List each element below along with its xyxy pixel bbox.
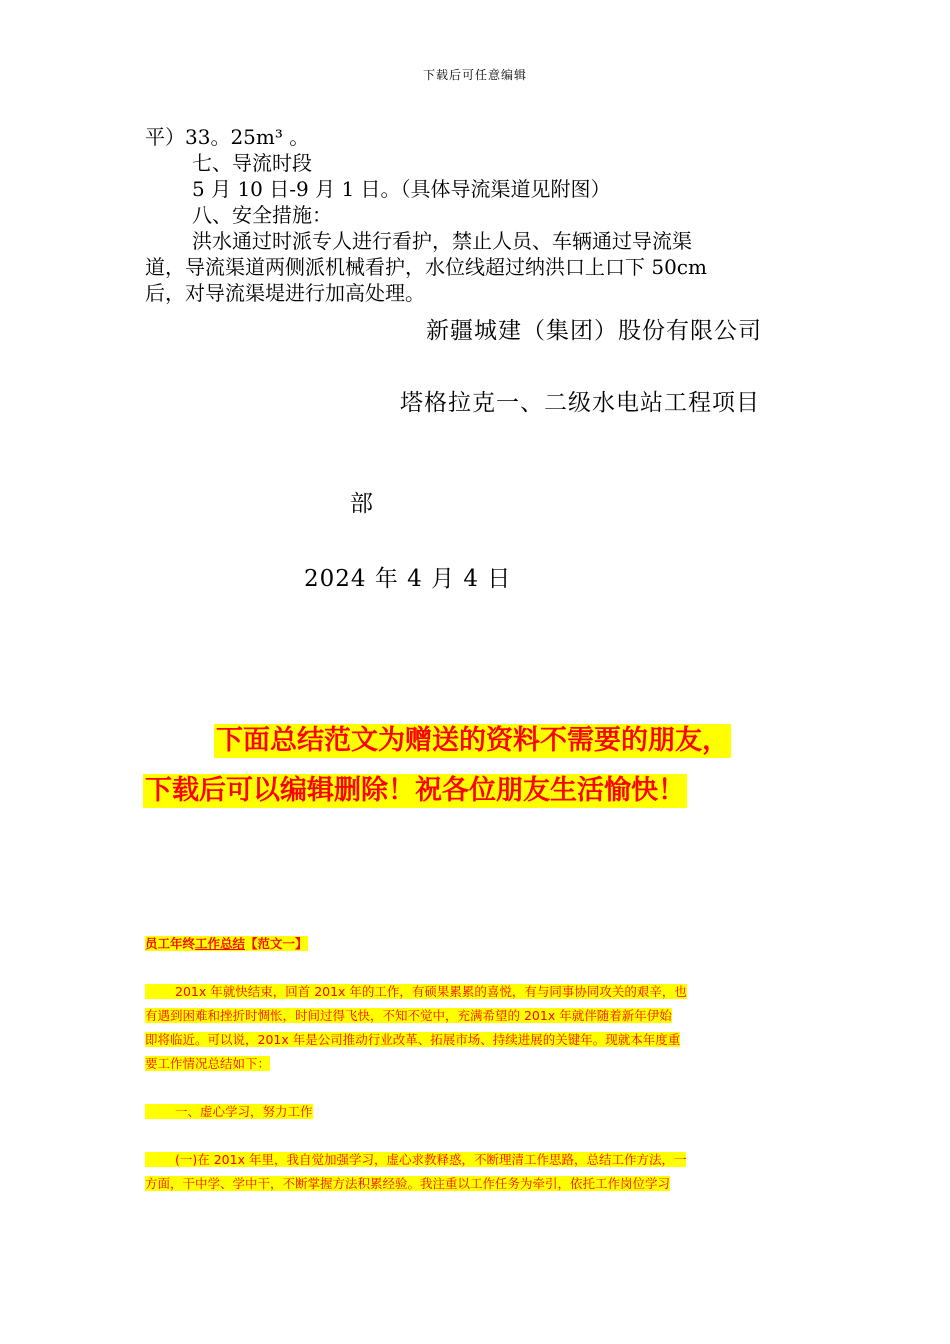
sample-p1-l2-text: 有遇到困难和挫折时惆怅，时间过得飞快，不知不觉中，充满希望的 201x 年就伴随着新年伊始 — [145, 1008, 672, 1023]
sample-paragraph-2-line-2 — [145, 1176, 670, 1192]
sample-title-link[interactable]: 工作总结 — [195, 936, 246, 951]
page-header: 下载后可任意编辑 — [422, 68, 527, 82]
sample-title — [145, 936, 308, 952]
section-heading-8: 八、安全措施： — [192, 203, 332, 227]
sample-title-prefix: 员工年终 — [145, 936, 196, 951]
sample-heading-1 — [145, 1104, 313, 1120]
sample-p2-l1-text: (一)在 201x 年里，我自觉加强学习，虚心求教释惑，不断理清工作思路，总结工作方法，一 — [145, 1152, 686, 1167]
sample-paragraph-1-line-1 — [145, 984, 687, 1000]
body-line-5: 洪水通过时派专人进行看护，禁止人员、车辆通过导流渠 — [192, 229, 692, 253]
sample-p2-l2-text: 方面，干中学、学中干，不断掌握方法积累经验。我注重以工作任务为牵引，依托工作岗位学习 — [145, 1176, 671, 1191]
body-line-3: 5 月 10 日-9 月 1 日。（具体导流渠道见附图） — [192, 177, 611, 201]
sample-paragraph-1-line-4 — [145, 1056, 270, 1072]
promo-line-2: 下载后可以编辑删除！祝各位朋友生活愉快！ — [145, 775, 685, 806]
signature-project-suffix: 部 — [350, 491, 374, 517]
section-heading-7: 七、导流时段 — [192, 151, 312, 175]
body-line-7: 后，对导流渠堤进行加高处理。 — [145, 281, 425, 305]
signature-date: 2024 年 4 月 4 日 — [304, 566, 512, 592]
signature-company: 新疆城建（集团）股份有限公司 — [426, 318, 762, 344]
sample-paragraph-1-line-2 — [145, 1008, 672, 1024]
sample-title-suffix: 【范文一】 — [245, 936, 308, 951]
body-line-6: 道，导流渠道两侧派机械看护，水位线超过纳洪口上口下 50cm — [145, 255, 707, 279]
promo-line-1: 下面总结范文为赠送的资料不需要的朋友， — [216, 725, 729, 756]
body-line-1: 平）33。25m³ 。 — [145, 125, 310, 149]
sample-p1-l1-text: 201x 年就快结束，回首 201x 年的工作，有硕果累累的喜悦，有与同事协同攻关的艰辛，也 — [145, 984, 687, 999]
sample-h1-text: 一、虚心学习，努力工作 — [145, 1104, 313, 1119]
sample-paragraph-1-line-3 — [145, 1032, 680, 1048]
sample-paragraph-2-line-1 — [145, 1152, 686, 1168]
sample-p1-l4-text: 要工作情况总结如下： — [145, 1056, 271, 1071]
sample-p1-l3-text: 即将临近。可以说，201x 年是公司推动行业改革、拓展市场、持续进展的关键年。现就本年度重 — [145, 1032, 681, 1047]
signature-project: 塔格拉克一、二级水电站工程项目 — [400, 390, 760, 416]
